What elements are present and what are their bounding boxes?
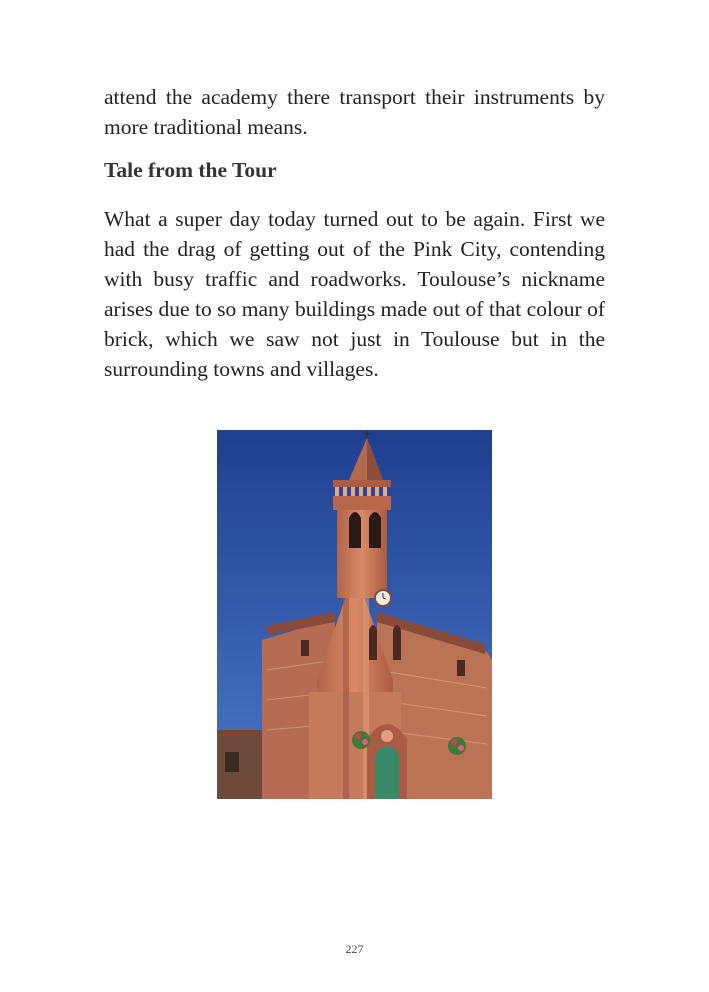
section-heading: Tale from the Tour	[104, 158, 277, 182]
page-number: 227	[345, 942, 364, 956]
church-illustration	[217, 430, 492, 799]
paragraph-continued: attend the academy there transport their instruments by more traditional means.	[104, 85, 605, 139]
church-photo	[217, 430, 492, 799]
paragraph-main: What a super day today turned out to be again. First we had the drag of getting out of the Pink City, contending with busy traffic and roadworks. Toulouse’s nickname arises due to so many buildings made out of that colour of brick, which we saw not just in Toulouse but in the surrounding towns and villages.	[104, 207, 605, 381]
